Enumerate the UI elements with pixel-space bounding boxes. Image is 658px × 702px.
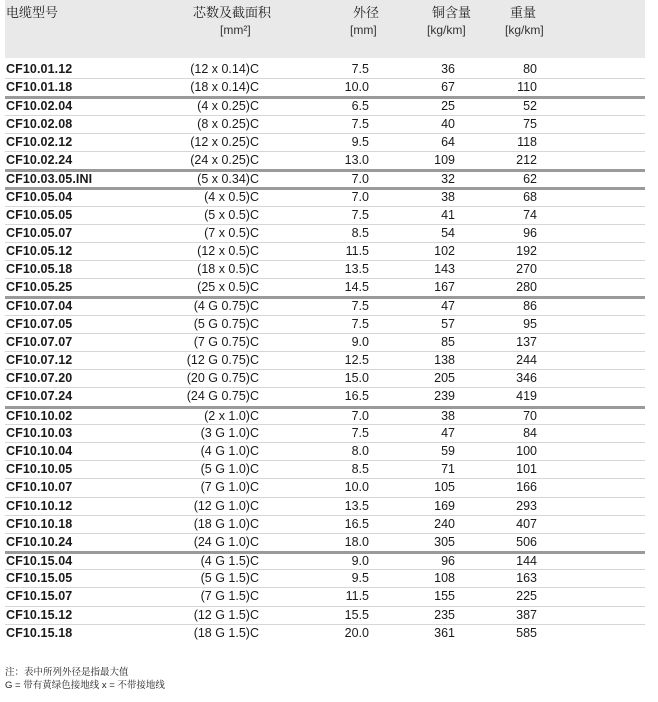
copper-content: 102 — [434, 243, 455, 258]
table-row — [5, 424, 645, 442]
weight: 96 — [523, 225, 537, 240]
outer-diameter: 11.5 — [345, 589, 369, 604]
cable-model: CF10.07.20 — [6, 371, 73, 386]
outer-diameter: 20.0 — [344, 625, 369, 640]
weight: 163 — [516, 571, 537, 586]
cable-model: CF10.01.12 — [6, 62, 73, 76]
table-row — [5, 78, 645, 96]
cable-model: CF10.07.12 — [6, 353, 73, 367]
table-row — [5, 333, 645, 351]
table-row — [5, 278, 645, 296]
cores-cross-section: (12 G 1.5)C — [193, 607, 259, 622]
outer-diameter: 13.0 — [344, 152, 369, 167]
copper-content: 38 — [441, 190, 455, 205]
table-row — [5, 60, 645, 78]
cable-model: CF10.10.18 — [6, 516, 73, 531]
cable-model: CF10.01.18 — [6, 80, 73, 95]
table-row — [5, 115, 645, 133]
cores-cross-section: (4 G 1.5)C — [200, 554, 259, 569]
cores-cross-section: (24 G 1.0)C — [193, 534, 259, 549]
table-row — [5, 497, 645, 515]
outer-diameter: 8.0 — [351, 443, 369, 458]
cores-cross-section: (5 G 1.0)C — [200, 462, 259, 477]
cores-cross-section: (4 x 0.5)C — [204, 190, 259, 205]
outer-diameter: 6.5 — [351, 99, 369, 114]
cable-model: CF10.03.05.INI — [6, 172, 93, 187]
header-copper: 铜含量 — [432, 5, 472, 20]
weight: 137 — [516, 334, 537, 349]
weight: 506 — [516, 534, 537, 549]
weight: 52 — [523, 99, 537, 114]
outer-diameter: 10.0 — [344, 480, 369, 495]
cores-cross-section: (18 x 0.14)C — [190, 80, 259, 95]
cable-model: CF10.10.24 — [6, 534, 73, 549]
header-weight-unit: [kg/km] — [505, 23, 544, 37]
table-header — [5, 0, 645, 58]
outer-diameter: 9.0 — [351, 554, 369, 569]
outer-diameter: 7.5 — [351, 425, 369, 440]
copper-content: 169 — [434, 498, 455, 513]
cores-cross-section: (24 G 0.75)C — [186, 389, 259, 404]
table-row — [5, 387, 645, 405]
copper-content: 59 — [441, 443, 455, 458]
cable-model: CF10.10.05 — [6, 462, 73, 477]
copper-content: 54 — [441, 225, 455, 240]
weight: 212 — [516, 152, 537, 167]
weight: 270 — [516, 262, 537, 277]
weight: 244 — [516, 353, 537, 367]
cores-cross-section: (20 G 0.75)C — [186, 371, 259, 386]
weight: 118 — [517, 134, 537, 149]
header-copper-unit: [kg/km] — [427, 23, 466, 37]
copper-content: 40 — [441, 116, 455, 131]
cable-model: CF10.05.04 — [6, 190, 73, 205]
weight: 293 — [516, 498, 537, 513]
table-row — [5, 224, 645, 242]
cable-model: CF10.07.24 — [6, 389, 73, 404]
table-row — [5, 187, 645, 205]
weight: 74 — [523, 207, 537, 222]
cores-cross-section: (18 G 1.0)C — [193, 516, 259, 531]
cores-cross-section: (4 x 0.25)C — [197, 99, 259, 114]
cable-model: CF10.15.12 — [6, 607, 73, 622]
cores-cross-section: (5 G 1.5)C — [200, 571, 259, 586]
copper-content: 41 — [441, 207, 455, 222]
copper-content: 36 — [441, 62, 455, 76]
outer-diameter: 13.5 — [344, 262, 369, 277]
cable-model: CF10.15.18 — [6, 625, 73, 640]
cores-cross-section: (7 G 1.0)C — [200, 480, 259, 495]
cable-model: CF10.02.04 — [6, 99, 73, 114]
table-row — [5, 442, 645, 460]
weight: 70 — [523, 408, 537, 423]
cable-model: CF10.10.12 — [6, 498, 73, 513]
copper-content: 205 — [434, 371, 455, 386]
cable-model: CF10.02.12 — [6, 134, 73, 149]
outer-diameter: 7.5 — [351, 316, 369, 331]
copper-content: 239 — [434, 389, 455, 404]
weight: 280 — [516, 280, 537, 295]
cores-cross-section: (25 x 0.5)C — [197, 280, 259, 295]
cable-model: CF10.10.04 — [6, 443, 73, 458]
cable-model: CF10.07.05 — [6, 316, 73, 331]
table-row — [5, 315, 645, 333]
copper-content: 143 — [434, 262, 455, 277]
weight: 80 — [523, 62, 537, 76]
copper-content: 47 — [441, 299, 455, 314]
outer-diameter: 8.5 — [351, 225, 369, 240]
header-model: 电缆型号 — [6, 5, 59, 20]
copper-content: 32 — [441, 172, 455, 187]
cores-cross-section: (12 x 0.25)C — [190, 134, 259, 149]
cable-model: CF10.05.05 — [6, 207, 73, 222]
copper-content: 96 — [441, 554, 455, 569]
weight: 75 — [523, 116, 537, 131]
cores-cross-section: (24 x 0.25)C — [190, 152, 259, 167]
outer-diameter: 15.0 — [344, 371, 369, 386]
cores-cross-section: (12 x 0.5)C — [197, 243, 259, 258]
copper-content: 361 — [434, 625, 455, 640]
copper-content: 64 — [441, 134, 455, 149]
cable-model: CF10.15.07 — [6, 589, 73, 604]
cores-cross-section: (12 x 0.14)C — [190, 62, 259, 76]
copper-content: 235 — [434, 607, 455, 622]
header-diameter-unit: [mm] — [350, 23, 377, 37]
cable-model: CF10.05.07 — [6, 225, 73, 240]
weight: 110 — [517, 80, 537, 95]
outer-diameter: 9.0 — [351, 334, 369, 349]
header-cores-unit: [mm²] — [220, 23, 251, 37]
cores-cross-section: (7 G 0.75)C — [193, 334, 259, 349]
copper-content: 109 — [434, 152, 455, 167]
outer-diameter: 7.5 — [351, 62, 369, 76]
cable-model: CF10.15.05 — [6, 571, 73, 586]
header-weight: 重量 — [510, 5, 537, 20]
outer-diameter: 14.5 — [344, 280, 369, 295]
outer-diameter: 10.0 — [344, 80, 369, 95]
copper-content: 71 — [441, 462, 455, 477]
table-row — [5, 260, 645, 278]
table-row — [5, 606, 645, 624]
copper-content: 105 — [434, 480, 455, 495]
table-row — [5, 369, 645, 387]
footnote-legend: G = 带有黄绿色接地线 x = 不带接地线 — [5, 680, 165, 691]
header-diameter: 外径 — [353, 5, 380, 20]
copper-content: 67 — [441, 80, 455, 95]
cable-model: CF10.10.07 — [6, 480, 73, 495]
copper-content: 57 — [441, 316, 455, 331]
table-row — [5, 533, 645, 551]
table-row — [5, 206, 645, 224]
cores-cross-section: (7 G 1.5)C — [200, 589, 259, 604]
outer-diameter: 13.5 — [344, 498, 369, 513]
outer-diameter: 7.5 — [351, 116, 369, 131]
weight: 192 — [516, 243, 537, 258]
cable-model: CF10.07.04 — [6, 299, 73, 314]
copper-content: 108 — [434, 571, 455, 586]
cores-cross-section: (5 x 0.5)C — [204, 207, 259, 222]
table-row — [5, 133, 645, 151]
cable-model: CF10.05.25 — [6, 280, 73, 295]
table-row — [5, 296, 645, 314]
cable-model: CF10.10.02 — [6, 408, 73, 423]
cores-cross-section: (12 G 0.75)C — [186, 353, 259, 367]
cable-model: CF10.02.08 — [6, 116, 73, 131]
weight: 387 — [516, 607, 537, 622]
outer-diameter: 9.5 — [351, 571, 369, 586]
table-row — [5, 624, 645, 642]
table-row — [5, 242, 645, 260]
cores-cross-section: (18 x 0.5)C — [197, 262, 259, 277]
table-row — [5, 460, 645, 478]
cable-table-body — [5, 60, 645, 642]
cable-model: CF10.05.18 — [6, 262, 73, 277]
table-row — [5, 406, 645, 424]
copper-content: 25 — [441, 99, 455, 114]
outer-diameter: 18.0 — [344, 534, 369, 549]
outer-diameter: 8.5 — [351, 462, 369, 477]
outer-diameter: 11.5 — [345, 243, 369, 258]
table-row — [5, 569, 645, 587]
outer-diameter: 16.5 — [344, 389, 369, 404]
cores-cross-section: (3 G 1.0)C — [200, 425, 259, 440]
weight: 346 — [516, 371, 537, 386]
cores-cross-section: (2 x 1.0)C — [204, 408, 259, 423]
weight: 407 — [516, 516, 537, 531]
cable-model: CF10.05.12 — [6, 243, 73, 258]
cable-model: CF10.02.24 — [6, 152, 73, 167]
weight: 62 — [523, 172, 537, 187]
copper-content: 138 — [434, 353, 455, 367]
weight: 166 — [516, 480, 537, 495]
table-row — [5, 587, 645, 605]
weight: 100 — [516, 443, 537, 458]
cable-model: CF10.10.03 — [6, 425, 73, 440]
table-row — [5, 351, 645, 369]
outer-diameter: 16.5 — [344, 516, 369, 531]
outer-diameter: 7.0 — [351, 190, 369, 205]
cores-cross-section: (7 x 0.5)C — [204, 225, 259, 240]
weight: 84 — [523, 425, 537, 440]
copper-content: 85 — [441, 334, 455, 349]
footnote-diameter: 注：表中所列外径是指最大值 — [5, 667, 129, 678]
copper-content: 155 — [434, 589, 455, 604]
footnotes — [5, 666, 165, 692]
weight: 95 — [523, 316, 537, 331]
weight: 225 — [516, 589, 537, 604]
outer-diameter: 12.5 — [344, 353, 369, 367]
copper-content: 38 — [441, 408, 455, 423]
cores-cross-section: (5 G 0.75)C — [193, 316, 259, 331]
table-row — [5, 515, 645, 533]
cores-cross-section: (4 G 0.75)C — [193, 299, 259, 314]
table-row — [5, 151, 645, 169]
copper-content: 167 — [434, 280, 455, 295]
weight: 68 — [523, 190, 537, 205]
copper-content: 47 — [441, 425, 455, 440]
weight: 86 — [523, 299, 537, 314]
cable-model: CF10.15.04 — [6, 554, 73, 569]
weight: 101 — [516, 462, 537, 477]
table-row — [5, 551, 645, 569]
outer-diameter: 7.0 — [351, 408, 369, 423]
outer-diameter: 15.5 — [344, 607, 369, 622]
copper-content: 305 — [434, 534, 455, 549]
table-row — [5, 169, 645, 187]
cores-cross-section: (18 G 1.5)C — [193, 625, 259, 640]
weight: 419 — [516, 389, 537, 404]
cores-cross-section: (5 x 0.34)C — [197, 172, 259, 187]
cores-cross-section: (8 x 0.25)C — [197, 116, 259, 131]
cable-model: CF10.07.07 — [6, 334, 73, 349]
header-cores: 芯数及截面积 — [193, 5, 272, 20]
weight: 585 — [516, 625, 537, 640]
cores-cross-section: (12 G 1.0)C — [193, 498, 259, 513]
weight: 144 — [516, 554, 537, 569]
outer-diameter: 7.0 — [351, 172, 369, 187]
cores-cross-section: (4 G 1.0)C — [200, 443, 259, 458]
table-row — [5, 96, 645, 114]
table-row — [5, 478, 645, 496]
outer-diameter: 9.5 — [351, 134, 369, 149]
copper-content: 240 — [434, 516, 455, 531]
outer-diameter: 7.5 — [351, 207, 369, 222]
outer-diameter: 7.5 — [351, 299, 369, 314]
